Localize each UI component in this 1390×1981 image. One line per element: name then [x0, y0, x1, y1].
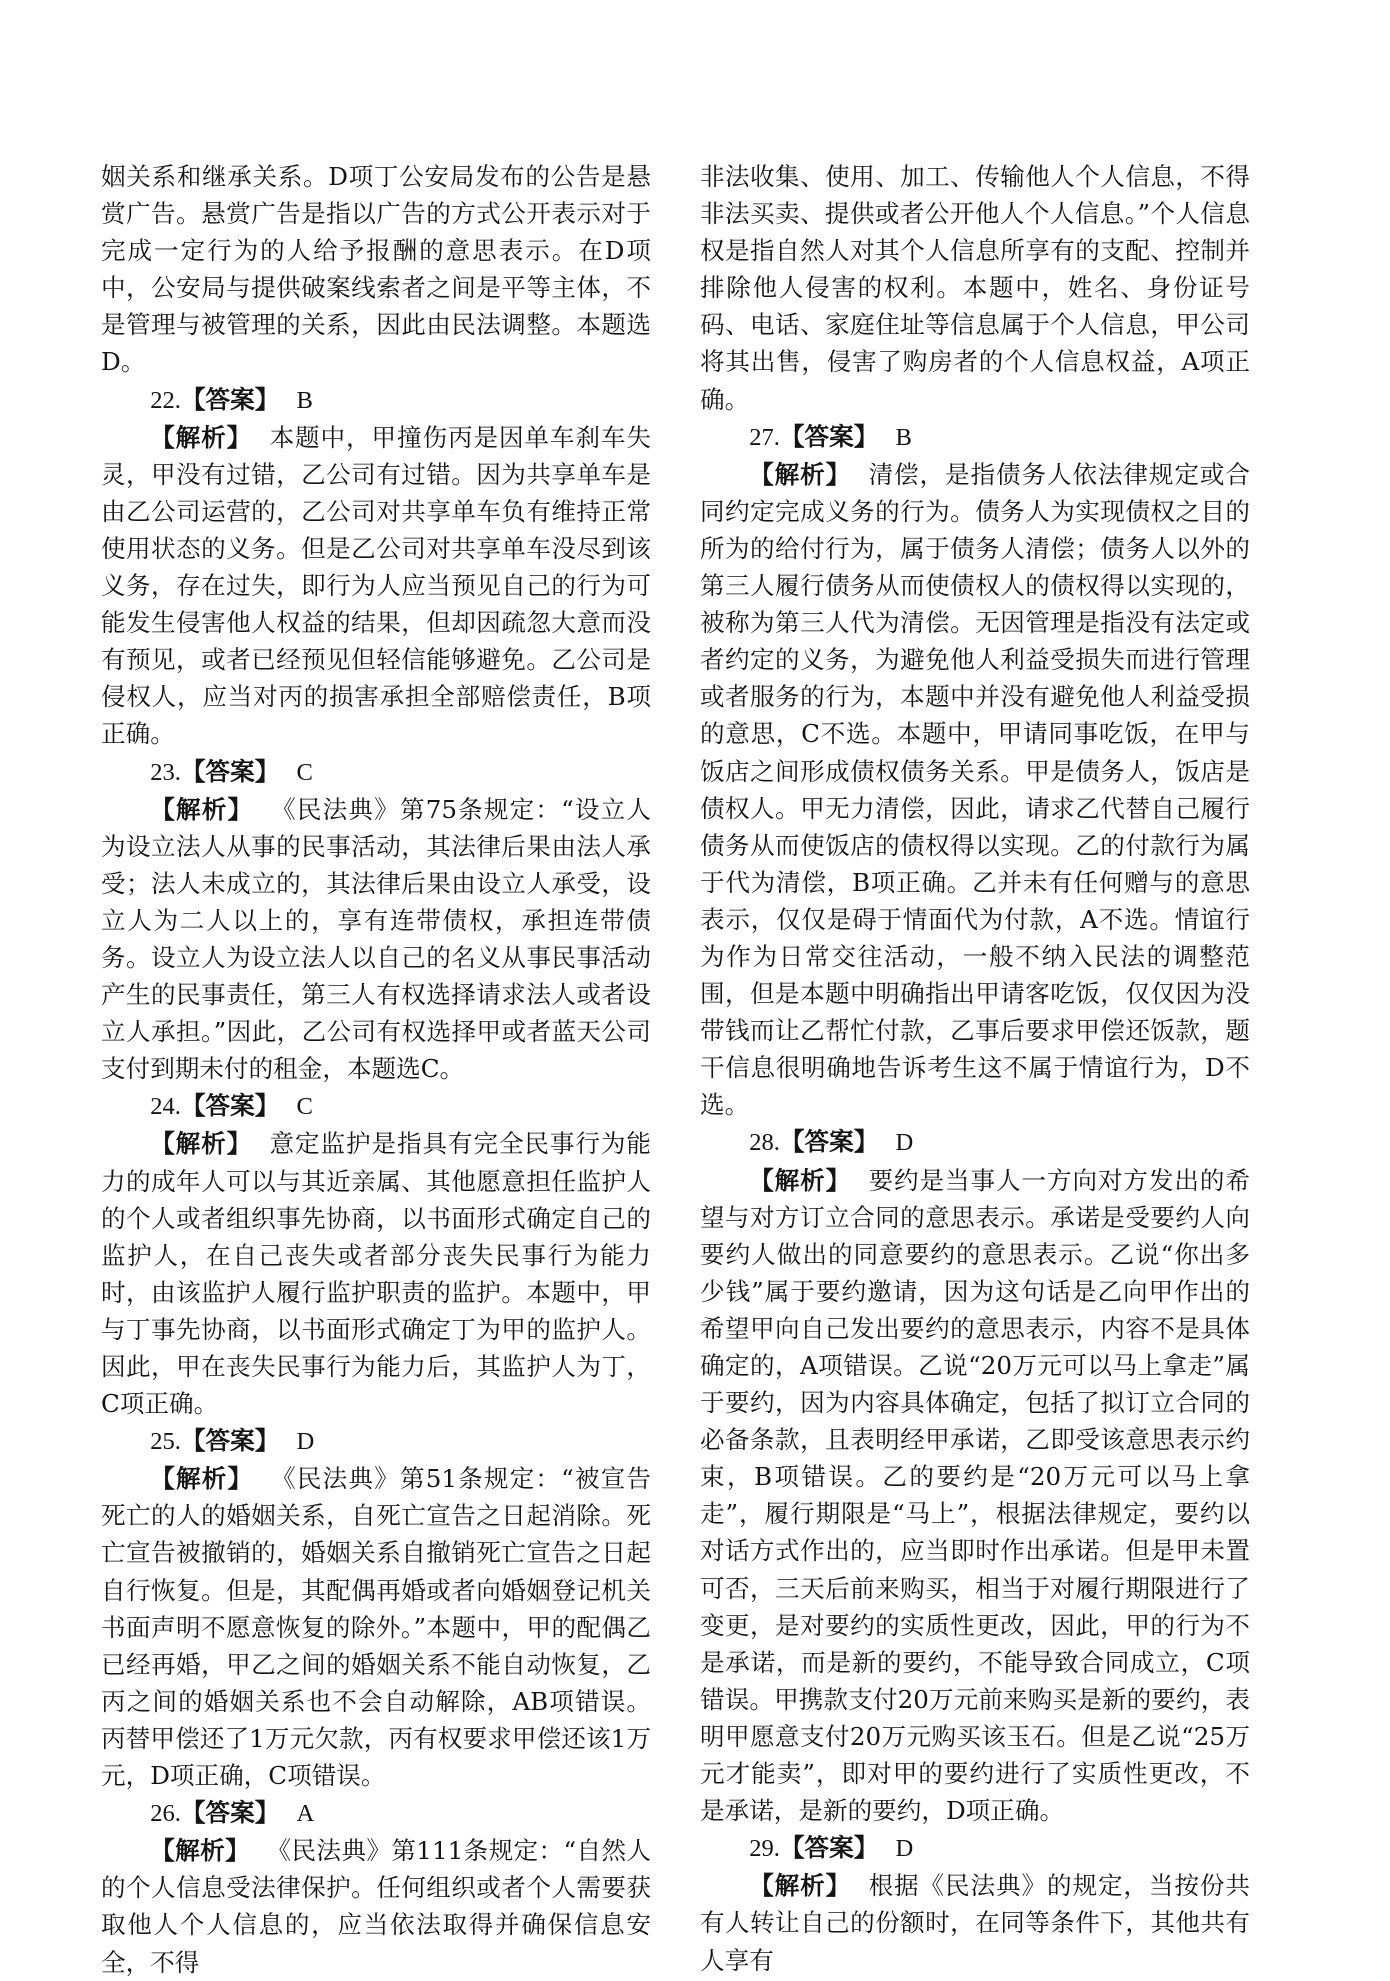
- continued-paragraph: 姻关系和继承关系。D项丁公安局发布的公告是悬赏广告。悬赏广告是指以广告的方式公开表示对于完成一定行为的人给予报酬的意思表示。在D项中，公安局与提供破案线索者之间是平等主体，不是管理与被管理的关系，因此由民法调整。本题选D。: [101, 162, 651, 377]
- answer-27-heading: [700, 418, 1250, 456]
- analysis-tag: 【解析】: [150, 1836, 251, 1866]
- answer-tag: 【答案】: [779, 421, 879, 451]
- analysis-text: 清偿，是指债务人依法律规定或合同约定完成义务的行为。债务人为实现债权之目的所为的给付行为，属于债务人清偿；债务人以外的第三人履行债务从而使债权人的债权得以实现的，被称为第三人代为清偿。无因管理是指没有法定或者约定的义务，为避免他人利益受损失而进行管理或者服务的行为，本题中并没有避免他人利益受损的意思，C不选。本题中，甲请同事吃饭，在甲与饭店之间形成债权债务关系。甲是债务人，饭店是债权人。甲无力清偿，因此，请求乙代替自己履行债务从而使饭店的债权得以实现。乙的付款行为属于代为清偿，B项正确。乙并未有任何赠与的意思表示，仅仅是碍于情面代为付款，A不选。情谊行为作为日常交往活动，一般不纳入民法的调整范围，但是本题中明确指出甲请客吃饭，仅仅因为没带钱而让乙帮忙付款，乙事后要求甲偿还饭款，题干信息很明确地告诉考生这不属于情谊行为，D不选。: [700, 459, 1250, 1120]
- analysis-tag: 【解析】: [749, 459, 852, 489]
- analysis-29: [700, 1867, 1250, 1978]
- answer-letter: D: [895, 1129, 914, 1157]
- analysis-tag: 【解析】: [749, 1165, 852, 1195]
- question-number: 24.: [150, 1093, 181, 1121]
- question-number: 28.: [749, 1129, 780, 1157]
- answer-tag: 【答案】: [180, 384, 280, 414]
- analysis-27: [700, 456, 1250, 1124]
- analysis-22: [101, 419, 651, 753]
- right-column: [700, 158, 1250, 1979]
- answer-letter: B: [296, 386, 313, 414]
- question-number: 29.: [749, 1835, 780, 1863]
- answer-tag: 【答案】: [180, 756, 280, 786]
- analysis-24: [101, 1125, 651, 1422]
- answer-letter: D: [296, 1428, 315, 1456]
- analysis-text: 根据《民法典》的规定，当按份共有人转让自己的份额时，在同等条件下，其他共有人享有: [700, 1871, 1250, 1975]
- analysis-26: [101, 1832, 651, 1980]
- answer-26-heading: [101, 1794, 651, 1832]
- answer-letter: A: [296, 1800, 315, 1828]
- answer-22-heading: [101, 381, 651, 419]
- analysis-tag: 【解析】: [150, 1464, 254, 1494]
- analysis-tag: 【解析】: [150, 794, 254, 824]
- answer-25-heading: [101, 1422, 651, 1460]
- left-column: [101, 158, 651, 1981]
- analysis-tag: 【解析】: [749, 1871, 852, 1901]
- analysis-tag: 【解析】: [150, 422, 253, 452]
- question-number: 22.: [150, 386, 181, 414]
- answer-28-heading: [700, 1123, 1250, 1161]
- answer-24-heading: [101, 1087, 651, 1125]
- answer-letter: B: [895, 423, 912, 451]
- analysis-text: 《民法典》第75条规定：“设立人为设立法人从事的民事活动，其法律后果由法人承受；法人未成立的，其法律后果由设立人承受，设立人为二人以上的，享有连带债权，承担连带债务。设立人为设立法人以自己的名义从事民事活动产生的民事责任，第三人有权选择请求法人或者设立人承担。”因此，乙公司有权选择甲或者蓝天公司支付到期未付的租金，本题选C。: [101, 794, 651, 1084]
- answer-letter: D: [895, 1835, 914, 1863]
- question-number: 25.: [150, 1428, 181, 1456]
- analysis-text: 《民法典》第51条规定：“被宣告死亡的人的婚姻关系，自死亡宣告之日起消除。死亡宣告被撤销的，婚姻关系自撤销死亡宣告之日起自行恢复。但是，其配偶再婚或者向婚姻登记机关书面声明不愿意恢复的除外。”本题中，甲的配偶乙已经再婚，甲乙之间的婚姻关系不能自动恢复，乙丙之间的婚姻关系也不会自动解除，AB项错误。丙替甲偿还了1万元欠款，丙有权要求甲偿还该1万元，D项正确，C项错误。: [101, 1464, 651, 1791]
- analysis-text: 要约是当事人一方向对方发出的希望与对方订立合同的意思表示。承诺是受要约人向要约人做出的同意要约的意思表示。乙说“你出多少钱”属于要约邀请，因为这句话是乙向甲作出的希望甲向自己发出要约的意思表示，内容不是具体确定的，A项错误。乙说“20万元可以马上拿走”属于要约，因为内容具体确定，包括了拟订立合同的必备条款，且表明经甲承诺，乙即受该意思表示约束，B项错误。乙的要约是“20万元可以马上拿走”，履行期限是“马上”，根据法律规定，要约以对话方式作出的，应当即时作出承诺。但是甲未置可否，三天后前来购买，相当于对履行期限进行了变更，是对要约的实质性更改，因此，甲的行为不是承诺，而是新的要约，不能导致合同成立，C项错误。甲携款支付20万元前来购买是新的要约，表明甲愿意支付20万元购买该玉石。但是乙说“25万元才能卖”，即对甲的要约进行了实质性更改，不是承诺，是新的要约，D项正确。: [700, 1165, 1250, 1826]
- analysis-tag: 【解析】: [150, 1129, 253, 1159]
- answer-letter: C: [296, 758, 313, 786]
- question-number: 26.: [150, 1800, 181, 1828]
- answer-tag: 【答案】: [180, 1798, 280, 1828]
- analysis-text: 意定监护是指具有完全民事行为能力的成年人可以与其近亲属、其他愿意担任监护人的个人或者组织事先协商，以书面形式确定自己的监护人，在自己丧失或者部分丧失民事行为能力时，由该监护人履行监护职责的监护。本题中，甲与丁事先协商，以书面形式确定丁为甲的监护人。因此，甲在丧失民事行为能力后，其监护人为丁，C项正确。: [101, 1129, 651, 1419]
- answer-tag: 【答案】: [180, 1426, 280, 1456]
- analysis-25: [101, 1460, 651, 1794]
- answer-letter: C: [296, 1093, 313, 1121]
- answer-tag: 【答案】: [779, 1833, 879, 1863]
- answer-tag: 【答案】: [779, 1127, 879, 1157]
- analysis-28: [700, 1162, 1250, 1830]
- analysis-text: 本题中，甲撞伤丙是因单车刹车失灵，甲没有过错，乙公司有过错。因为共享单车是由乙公司运营的，乙公司对共享单车负有维持正常使用状态的义务。但是乙公司对共享单车没尽到该义务，存在过失，即行为人应当预见自己的行为可能发生侵害他人权益的结果，但却因疏忽大意而没有预见，或者已经预见但轻信能够避免。乙公司是侵权人，应当对丙的损害承担全部赔偿责任，B项正确。: [101, 422, 651, 749]
- answer-tag: 【答案】: [180, 1091, 280, 1121]
- analysis-text: 《民法典》第111条规定：“自然人的个人信息受法律保护。任何组织或者个人需要获取他人个人信息的，应当依法取得并确保信息安全，不得: [101, 1836, 651, 1977]
- question-number: 27.: [749, 423, 780, 451]
- analysis-23: [101, 791, 651, 1088]
- answer-29-heading: [700, 1829, 1250, 1867]
- question-number: 23.: [150, 758, 181, 786]
- answer-23-heading: [101, 753, 651, 791]
- continued-paragraph: 非法收集、使用、加工、传输他人个人信息，不得非法买卖、提供或者公开他人个人信息。”个人信息权是指自然人对其个人信息所享有的支配、控制并排除他人侵害的权利。本题中，姓名、身份证号码、电话、家庭住址等信息属于个人信息，甲公司将其出售，侵害了购房者的个人信息权益，A项正确。: [700, 162, 1250, 414]
